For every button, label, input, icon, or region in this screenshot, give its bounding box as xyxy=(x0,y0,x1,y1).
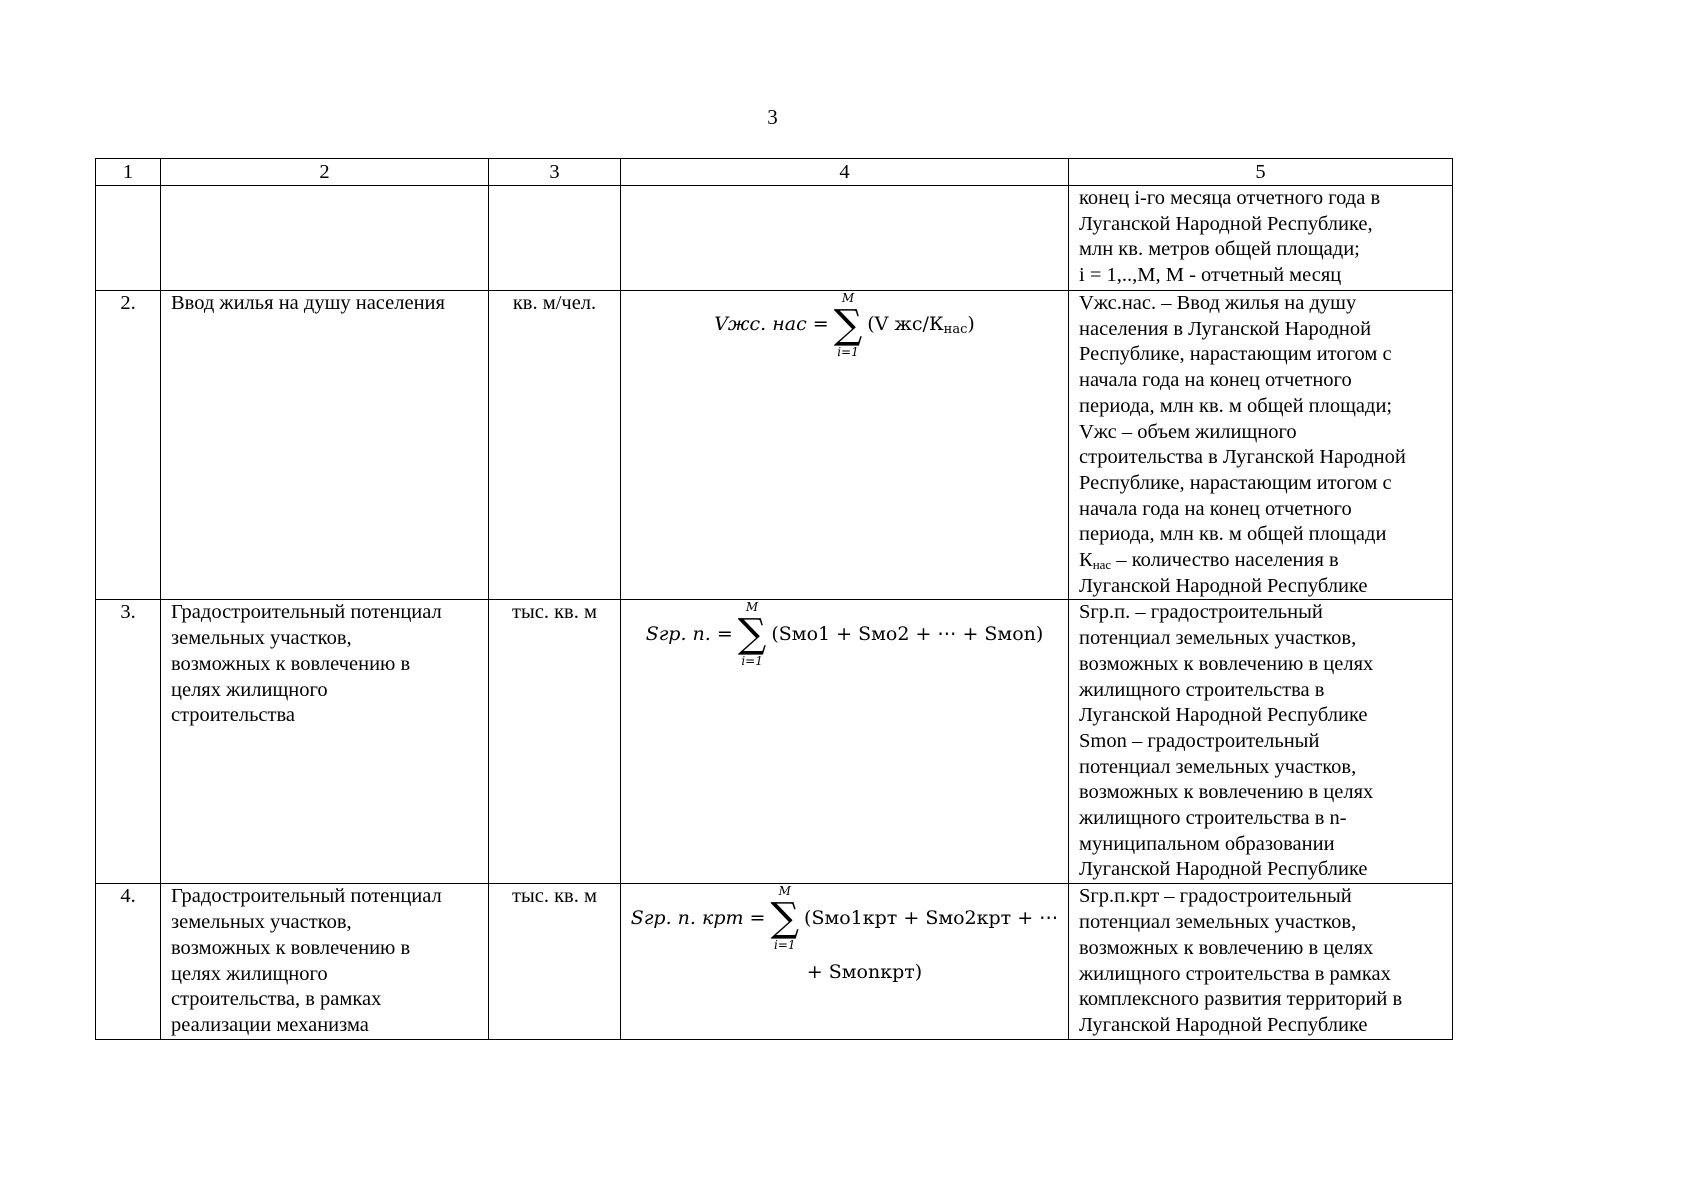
formula xyxy=(621,884,1068,952)
sum-upper-limit: M xyxy=(778,884,791,899)
description-line: строительства в Луганской Народной xyxy=(1079,446,1406,469)
indicator-name-line: реализации механизма xyxy=(171,1013,369,1036)
description-line: конец i-го месяца отчетного года в xyxy=(1079,187,1381,209)
indicator-name-line: земельных участков, xyxy=(171,627,352,650)
unit: тыс. кв. м xyxy=(489,600,621,884)
sigma-symbol: ∑ xyxy=(737,611,767,658)
description-line: Луганской Народной Республике xyxy=(1079,1013,1368,1036)
description-line: Vжс.нас. – Ввод жилья на душу xyxy=(1079,292,1357,314)
row-number: 2. xyxy=(96,291,161,600)
description-line: Луганской Народной Республике xyxy=(1079,574,1368,597)
description-line: Республике, нарастающим итогом с xyxy=(1079,343,1392,366)
description-line: начала года на конец отчетного xyxy=(1079,497,1352,520)
indicator-name xyxy=(161,884,489,1039)
sum-lower-limit: i=1 xyxy=(773,938,796,953)
formula xyxy=(621,291,1068,359)
description-line: Луганской Народной Республике, xyxy=(1079,212,1373,235)
indicator-name-line: земельных участков, xyxy=(171,911,352,934)
description-line: потенциал земельных участков, xyxy=(1079,627,1357,650)
description-line: возможных к вовлечению в целях xyxy=(1079,781,1374,804)
table-row xyxy=(96,884,1453,1039)
formula-rhs: (V $жс/К_{нас}$) xyxy=(867,313,975,338)
sum-operator xyxy=(738,600,767,668)
description-line: Луганской Народной Республике xyxy=(1079,704,1368,727)
indicator-name-line: Градостроительный потенциал xyxy=(171,885,442,908)
formula-rhs: (Sмо1 + Sмо2 + ⋯ + Sмоn) xyxy=(771,622,1044,645)
header-cell-1: 1 xyxy=(96,159,161,186)
formula-cell xyxy=(621,884,1069,1039)
description xyxy=(1069,291,1453,600)
description xyxy=(1069,186,1453,291)
header-cell-5: 5 xyxy=(1069,159,1453,186)
description xyxy=(1069,600,1453,884)
description-line: муниципальном образовании xyxy=(1079,832,1335,855)
description-line: млн кв. метров общей площади; xyxy=(1079,238,1360,261)
description-line: Sгр.п. – градостроительный xyxy=(1079,601,1323,624)
description-line: Sгр.п.крт – градостроительный xyxy=(1079,885,1352,908)
row-number xyxy=(96,186,161,291)
sigma-symbol: ∑ xyxy=(770,895,800,942)
row-number: 3. xyxy=(96,600,161,884)
formula-continuation: + Sмоnкрт) xyxy=(806,961,923,984)
indicator-name-line: Градостроительный потенциал xyxy=(171,601,442,624)
description-line: жилищного строительства в xyxy=(1079,678,1325,701)
description-line: жилищного строительства в n- xyxy=(1079,807,1347,830)
indicator-name-line: Ввод жилья на душу населения xyxy=(171,292,445,314)
description-line: Vжс – объем жилищного xyxy=(1079,420,1297,443)
description-line: возможных к вовлечению в целях xyxy=(1079,652,1374,675)
indicator-table xyxy=(95,158,1453,1040)
description-line: $К_{нас}$ – количество населения в xyxy=(1079,549,1339,573)
header-cell-3: 3 xyxy=(489,159,621,186)
table-row xyxy=(96,600,1453,884)
indicator-name-line: возможных к вовлечению в xyxy=(171,936,411,959)
description-line: периода, млн кв. м общей площади xyxy=(1079,523,1387,546)
description-line: Луганской Народной Республике xyxy=(1079,858,1368,881)
sum-upper-limit: M xyxy=(745,600,759,615)
sum-lower-limit: i=1 xyxy=(837,345,859,359)
header-cell-2: 2 xyxy=(161,159,489,186)
formula-rhs: (Sмо1крт + Sмо2крт + ⋯ xyxy=(804,906,1059,929)
unit: кв. м/чел. xyxy=(489,291,621,600)
description-line: населения в Луганской Народной xyxy=(1079,317,1372,340)
description-line: периода, млн кв. м общей площади; xyxy=(1079,394,1393,417)
table-row xyxy=(96,291,1453,600)
indicator-name xyxy=(161,600,489,884)
formula-cell xyxy=(621,600,1069,884)
page-number: 3 xyxy=(767,105,778,129)
description-line: Smon – градостроительный xyxy=(1079,729,1320,752)
indicator-name-line: возможных к вовлечению в xyxy=(171,652,411,675)
indicator-name-line: целях жилищного xyxy=(171,962,328,985)
formula-lhs: Sгр. п. крт = xyxy=(630,906,766,929)
formula-cell xyxy=(621,186,1069,291)
description-line: возможных к вовлечению в целях xyxy=(1079,936,1374,959)
formula-lhs: Vжс. нас = xyxy=(714,313,829,336)
indicator-name xyxy=(161,186,489,291)
description-line: i = 1,..,M, M - отчетный месяц xyxy=(1079,264,1342,287)
description xyxy=(1069,884,1453,1039)
description-line: жилищного строительства в рамках xyxy=(1079,962,1391,985)
description-line: начала года на конец отчетного xyxy=(1079,369,1352,392)
description-line: Республике, нарастающим итогом с xyxy=(1079,471,1392,494)
sum-upper-limit: M xyxy=(841,291,855,305)
unit xyxy=(489,186,621,291)
formula-cell xyxy=(621,291,1069,600)
formula xyxy=(621,600,1068,668)
indicator-name-line: строительства xyxy=(171,704,295,727)
sum-lower-limit: i=1 xyxy=(741,654,763,669)
formula-lhs: Sгр. п. = xyxy=(645,622,733,645)
description-line: потенциал земельных участков, xyxy=(1079,911,1357,934)
header-cell-4: 4 xyxy=(621,159,1069,186)
indicator-name-line: целях жилищного xyxy=(171,678,328,701)
sigma-symbol: ∑ xyxy=(833,302,863,348)
description-line: потенциал земельных участков, xyxy=(1079,755,1357,778)
sum-operator xyxy=(834,291,863,359)
indicator-name-line: строительства, в рамках xyxy=(171,988,382,1011)
description-line: комплексного развития территорий в xyxy=(1079,988,1403,1011)
sum-operator xyxy=(770,884,799,952)
indicator-name xyxy=(161,291,489,600)
table-row xyxy=(96,186,1453,291)
unit: тыс. кв. м xyxy=(489,884,621,1039)
table-header-row xyxy=(96,159,1453,186)
row-number: 4. xyxy=(96,884,161,1039)
